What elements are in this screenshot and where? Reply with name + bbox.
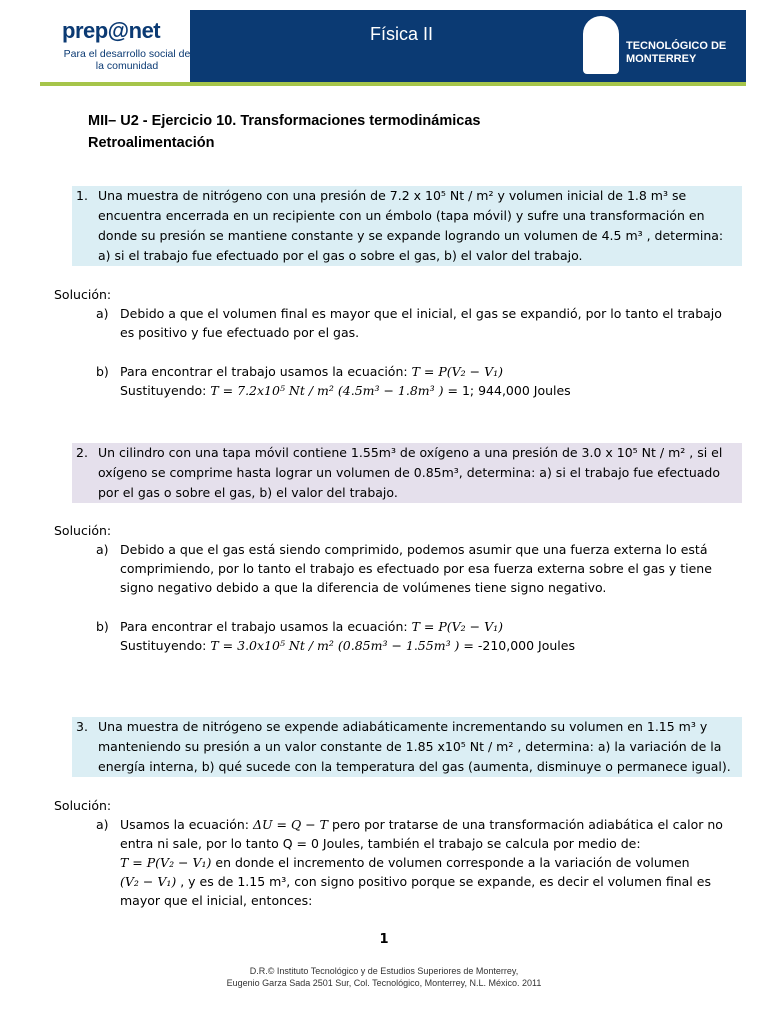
item-label: a) xyxy=(96,306,109,321)
page-header xyxy=(0,0,768,90)
solution-text-line: mayor que el inicial, entonces: xyxy=(120,893,313,908)
problem-text-line: manteniendo su presión a un valor constante de 1.85 x10⁵ Nt / m² , determina: a) la variación de la xyxy=(98,739,722,754)
solution-text: en donde el incremento de volumen corresponde a la variación de volumen xyxy=(211,855,690,870)
solution-label: Solución: xyxy=(54,798,112,813)
solution-1b xyxy=(96,362,746,400)
solution-3a xyxy=(96,815,746,910)
prepanet-wordmark: prep@net xyxy=(62,18,161,43)
problem-number: 1. xyxy=(76,188,88,203)
problem-text-line: Un cilindro con una tapa móvil contiene 1.55m³ de oxígeno a una presión de 3.0 x 10⁵ Nt / m² , si el xyxy=(98,445,723,460)
work-equation: T = P(V₂ − V₁) xyxy=(411,364,503,379)
solution-text: Para encontrar el trabajo usamos la ecuación: xyxy=(120,619,412,634)
problem-1 xyxy=(72,186,742,266)
work-equation: T = P(V₂ − V₁) xyxy=(411,619,503,634)
problem-text-line: a) si el trabajo fue efectuado por el gas o sobre el gas, b) el valor del trabajo. xyxy=(98,248,583,263)
problem-number: 3. xyxy=(76,719,88,734)
result-text: = 1; 944,000 Joules xyxy=(443,383,571,398)
solution-text: Sustituyendo: xyxy=(120,383,211,398)
solution-text: Usamos la ecuación: xyxy=(120,817,253,832)
footer-line-2: Eugenio Garza Sada 2501 Sur, Col. Tecnológico, Monterrey, N.L. México. 2011 xyxy=(226,978,542,988)
document-title xyxy=(88,110,480,154)
solution-text: Para encontrar el trabajo usamos la ecuación: xyxy=(120,364,412,379)
header-band xyxy=(190,10,746,82)
institution-name: TECNOLÓGICO DE MONTERREY xyxy=(626,40,727,65)
solution-text-line: comprimiendo, por lo tanto el trabajo es efectuado por esa fuerza externa sobre el gas y tiene xyxy=(120,561,712,576)
solution-2a xyxy=(96,540,746,597)
solution-text-line: Debido a que el gas está siendo comprimido, podemos asumir que una fuerza externa lo está xyxy=(120,542,708,557)
problem-number: 2. xyxy=(76,445,88,460)
solution-text: , y es de 1.15 m³, con signo positivo porque se expande, es decir el volumen final es xyxy=(176,874,711,889)
course-title: Física II xyxy=(370,24,434,44)
solution-text-line: es positivo y fue efectuado por el gas. xyxy=(120,325,360,340)
solution-2b xyxy=(96,617,746,655)
item-label: a) xyxy=(96,542,109,557)
solution-1a xyxy=(96,304,746,342)
volume-difference: (V₂ − V₁) xyxy=(120,874,177,889)
solution-text: pero por tratarse de una transformación adiabática el calor no xyxy=(327,817,723,832)
problem-text-line: donde su presión se mantiene constante y se expande logrando un volumen de 4.5 m³ , determina: xyxy=(98,228,724,243)
title-line-1: MII– U2 - Ejercicio 10. Transformaciones termodinámicas xyxy=(88,113,481,129)
tec-crest-icon xyxy=(583,16,619,74)
problem-2 xyxy=(72,443,742,503)
prepanet-logo xyxy=(40,10,190,80)
solution-label: Solución: xyxy=(54,523,112,538)
solution-text-line: signo negativo debido a que la diferencia de volúmenes tiene signo negativo. xyxy=(120,580,607,595)
problem-text-line: encuentra encerrada en un recipiente con un émbolo (tapa móvil) y sufre una transformación en xyxy=(98,208,705,223)
work-equation: T = P(V₂ − V₁) xyxy=(120,855,212,870)
energy-equation: ΔU = Q − T xyxy=(252,817,328,832)
substitution-equation: T = 3.0x10⁵ Nt / m² (0.85m³ − 1.55m³ ) xyxy=(210,638,460,653)
footer-line-1: D.R.© Instituto Tecnológico y de Estudios Superiores de Monterrey, xyxy=(249,966,519,976)
header-accent-line xyxy=(40,82,746,86)
problem-text-line: energía interna, b) qué sucede con la temperatura del gas (aumenta, disminuye o permanece igual). xyxy=(98,759,731,774)
problem-text-line: por el gas o sobre el gas, b) el valor del trabajo. xyxy=(98,485,398,500)
prepanet-tagline: Para el desarrollo social de la comunidad xyxy=(63,48,191,72)
item-label: b) xyxy=(96,364,109,379)
item-label: b) xyxy=(96,619,109,634)
problem-text-line: Una muestra de nitrógeno se expende adiabáticamente incrementando su volumen en 1.15 m³ y xyxy=(98,719,708,734)
problem-3 xyxy=(72,717,742,777)
result-text: = -210,000 Joules xyxy=(459,638,575,653)
solution-text-line: Debido a que el volumen final es mayor que el inicial, el gas se expandió, por lo tanto el trabajo xyxy=(120,306,722,321)
problem-text-line: Una muestra de nitrógeno con una presión de 7.2 x 10⁵ Nt / m² y volumen inicial de 1.8 m³ se xyxy=(98,188,687,203)
substitution-equation: T = 7.2x10⁵ Nt / m² (4.5m³ − 1.8m³ ) xyxy=(210,383,444,398)
solution-text-line: entra ni sale, por lo tanto Q = 0 Joules, también el trabajo se calcula por medio de: xyxy=(120,836,641,851)
item-label: a) xyxy=(96,817,109,832)
title-line-2: Retroalimentación xyxy=(88,135,215,151)
problem-text-line: oxígeno se comprime hasta lograr un volumen de 0.85m³, determina: a) si el trabajo fue efectuado xyxy=(98,465,720,480)
solution-text: Sustituyendo: xyxy=(120,638,211,653)
solution-label: Solución: xyxy=(54,287,112,302)
page-number: 1 xyxy=(379,932,389,947)
copyright-footer xyxy=(0,965,768,989)
